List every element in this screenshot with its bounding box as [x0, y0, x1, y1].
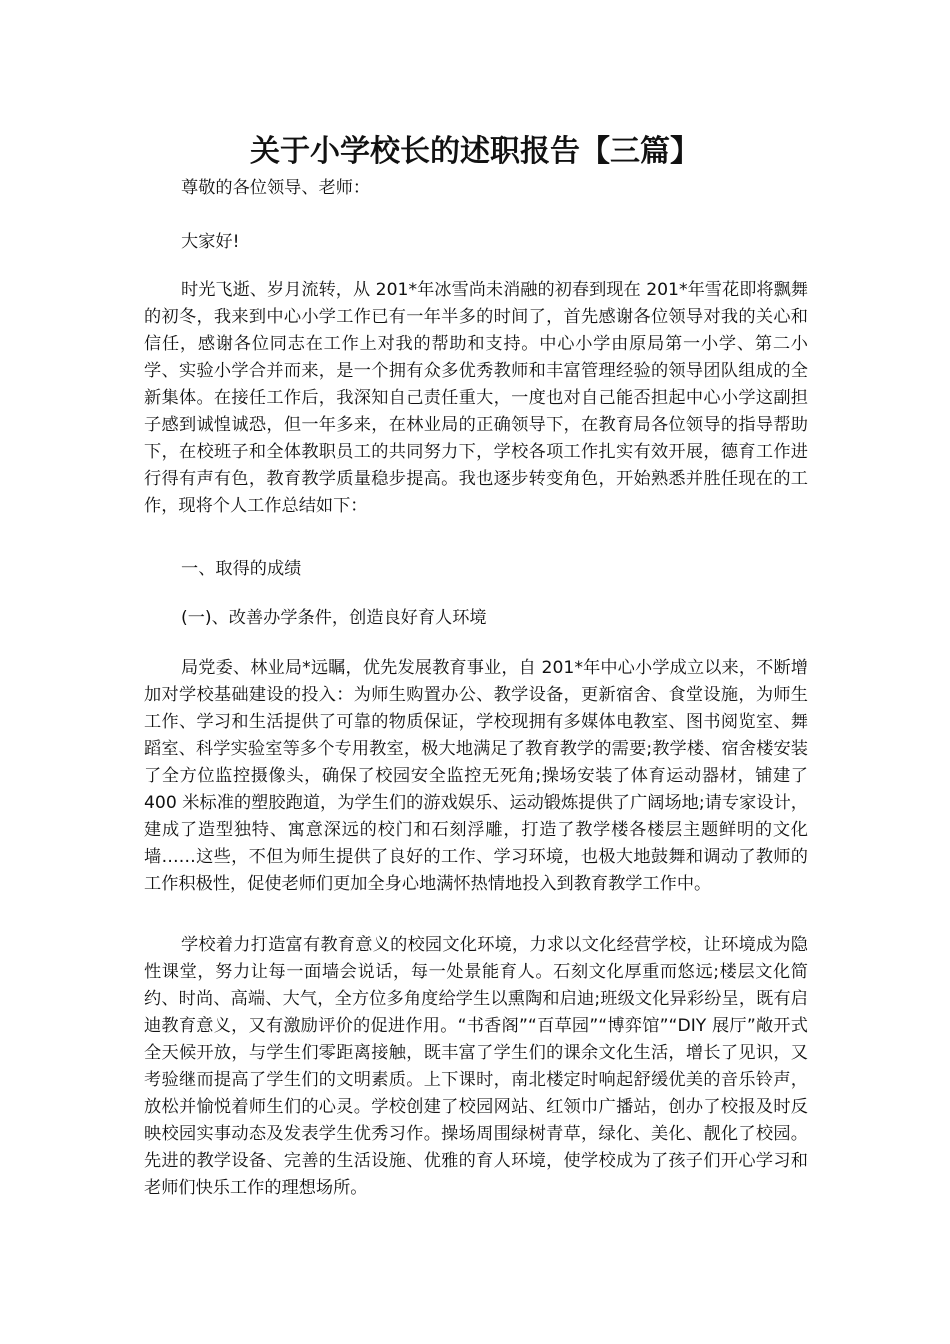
subsection-heading-conditions: (一)、改善办学条件，创造良好育人环境 [181, 608, 487, 628]
document-title: 关于小学校长的述职报告【三篇】 [250, 134, 700, 169]
greeting: 大家好! [181, 232, 240, 252]
paragraph-opening: 时光飞逝、岁月流转，从 201*年冰雪尚未消融的初春到现在 201*年雪花即将飘舞的初冬，我来到中心小学工作已有一年半多的时间了，首先感谢各位领导对我的关心和信任，感谢各位同志在工作上对我的帮助和支持。中心小学由原局第一小学、第二小学、实验小学合并而来，是一个拥有众多优秀教师和丰富管理经验的领导团队组成的全新集体。在接任工作后，我深知自己责任重大，一度也对自己能否担起中心小学这副担子感到诚惶诚恐，但一年多来，在林业局的正确领导下，在教育局各位领导的指导帮助下，在校班子和全体教职员工的共同努力下，学校各项工作扎实有效开展，德育工作进行得有声有色，教育教学质量稳步提高。我也逐步转变角色，开始熟悉并胜任现在的工作，现将个人工作总结如下： [144, 280, 808, 516]
section-heading-achievements: 一、取得的成绩 [181, 559, 302, 579]
paragraph-infrastructure: 局党委、林业局*远瞩，优先发展教育事业，自 201*年中心小学成立以来，不断增加对学校基础建设的投入：为师生购置办公、教学设备，更新宿舍、食堂设施，为师生工作、学习和生活提供了可靠的物质保证，学校现拥有多媒体电教室、图书阅览室、舞蹈室、科学实验室等多个专用教室，极大地满足了教育教学的需要;教学楼、宿舍楼安装了全方位监控摄像头，确保了校园安全监控无死角;操场安装了体育运动器材，铺建了 400 米标准的塑胶跑道，为学生们的游戏娱乐、运动锻炼提供了广阔场地;请专家设计，建成了造型独特、寓意深远的校门和石刻浮雕，打造了教学楼各楼层主题鲜明的文化墙……这些，不但为师生提供了良好的工作、学习环境，也极大地鼓舞和调动了教师的工作积极性，促使老师们更加全身心地满怀热情地投入到教育教学工作中。 [144, 658, 808, 894]
salutation: 尊敬的各位领导、老师： [181, 178, 371, 198]
paragraph-campus-culture: 学校着力打造富有教育意义的校园文化环境，力求以文化经营学校，让环境成为隐性课堂，努力让每一面墙会说话，每一处景能育人。石刻文化厚重而悠远;楼层文化简约、时尚、高端、大气，全方位多角度给学生以熏陶和启迪;班级文化异彩纷呈，既有启迪教育意义，又有激励评价的促进作用。“书香阁”“百草园”“博弈馆”“DIY 展厅”敞开式全天候开放，与学生们零距离接触，既丰富了学生们的课余文化生活，增长了见识，又考验继而提高了学生们的文明素质。上下课时，南北楼定时响起舒缓优美的音乐铃声，放松并愉悦着师生们的心灵。学校创建了校园网站、红领巾广播站，创办了校报及时反映校园实事动态及发表学生优秀习作。操场周围绿树青草，绿化、美化、靓化了校园。先进的教学设备、完善的生活设施、优雅的育人环境，使学校成为了孩子们开心学习和老师们快乐工作的理想场所。 [144, 935, 808, 1198]
